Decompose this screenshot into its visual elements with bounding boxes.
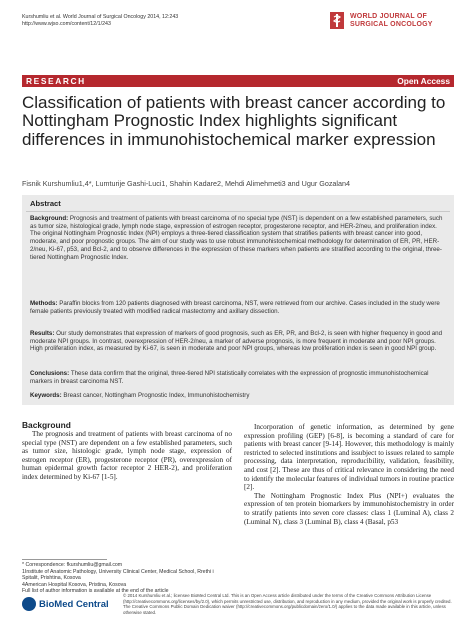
abstract-keywords-label: Keywords:	[30, 392, 62, 399]
abstract-conclusions-label: Conclusions:	[30, 370, 70, 377]
abstract-conclusions	[30, 370, 448, 385]
abstract-conclusions-text: These data confirm that the original, three-tiered NPI statistically correlates with the expression of prognostic immunohistochemical markers in breast carcinoma NST.	[30, 370, 429, 385]
correspondence[interactable]: * Correspondence: fkurshumliu@gmail.com	[22, 562, 123, 568]
author-info-note: Full list of author information is available at the end of the article	[22, 588, 169, 595]
footnotes	[22, 562, 232, 595]
abstract-results-text: Our study demonstrates that expression of markers of good prognosis, such as ER, PR, and Bcl-2, is seen with higher frequency in good and moderate NPI groups. In contrast, overexpression of HER-2/neu, a marker of adverse prognosis, is more frequent in moderate and poor NPI groups. High proliferation index, as measured by Ki-67, is seen in moderate and poor NPI groups, whereas low proliferation index is seen in good NPI group.	[30, 330, 443, 353]
body-left-column	[22, 430, 232, 482]
article-type-label: RESEARCH	[26, 76, 86, 86]
footnote-divider	[22, 559, 107, 560]
abstract-heading: Abstract	[30, 199, 61, 208]
abstract-keywords-text: Breast cancer, Nottingham Prognostic Index, Immunohistochemistry	[63, 392, 250, 399]
author-list: Fisnik Kurshumliu1,4*, Lumturije Gashi-Luci1, Shahin Kadare2, Mehdi Alimehmeti3 and Ugur Gozalan4	[22, 179, 350, 188]
license-text: © 2014 Kurshumliu et al.; licensee BioMed Central Ltd. This is an Open Access article distributed under the terms of the Creative Commons Attribution License (http://creativecommons.org/licenses/by/2.0), which permits unrestricted use, distribution, and reproduction in any medium, provided the original work is properly credited. The Creative Commons Public Domain Dedication waiver (http://creativecommons.org/publicdomain/zero/1.0/) applies to the data made available in this article, unless otherwise stated.	[123, 593, 452, 616]
abstract-results-label: Results:	[30, 330, 55, 337]
publisher-name: BioMed Central	[39, 599, 109, 610]
publisher-logo-icon	[22, 597, 36, 611]
affiliation: 1Institute of Anatomic Pathology, University Clinical Center, Medical School, Rrethi i Spitalit, Prishtina, Kosova	[22, 568, 214, 582]
section-bar	[22, 75, 454, 87]
citation	[22, 14, 178, 28]
abstract-background-label: Background:	[30, 215, 69, 222]
journal-name-line1: WORLD JOURNAL OF	[350, 13, 427, 20]
citation-url[interactable]: http://www.wjso.com/content/12/1/243	[22, 21, 111, 27]
background-heading: Background	[22, 420, 71, 430]
body-right-column	[244, 423, 454, 526]
abstract-background	[30, 215, 448, 261]
affiliation: 4American Hospital Kosova, Pristina, Kosova	[22, 581, 127, 588]
citation-line: Kurshumliu et al. World Journal of Surgical Oncology 2014, 12:243	[22, 14, 179, 20]
journal-name-line2: SURGICAL ONCOLOGY	[350, 21, 433, 28]
journal-logo-icon	[330, 12, 344, 29]
body-paragraph: The Nottingham Prognostic Index Plus (NPI+) evaluates the expression of ten protein biomarkers by immunohistochemistry in order to stratify patients into seven core classes: class 1 (Luminal A), class 2 (Luminal N), class 3 (Luminal B), class 4 (Basal, p53	[244, 491, 454, 526]
abstract-divider	[26, 211, 450, 212]
abstract-keywords	[30, 392, 448, 400]
body-paragraph: Incorporation of genetic information, as determined by gene expression profiling (GEP) [6-8], is becoming a standard of care for patients with breast cancer [9-14]. However, this methodology is mainly restricted to selected institutions and issubject to issues related to sample processing, data interpretation, reproducibility, validation, feasibility, and cost [2]. These are thus of critical relevance in considering the need to identify the molecular features of individual tumors in routine practice [2].	[244, 423, 454, 492]
body-paragraph: The prognosis and treatment of patients with breast carcinoma of no special type (NST) are dependent on a few established parameters, such as tumor size, histologic grade, lymph node stage, expression of estrogen receptor (ER), progesterone receptor (PR), overexpression of human epidermal growth factor receptor 2 HER-2), and proliferation index determined by Ki-67 [1-5].	[22, 430, 232, 481]
publisher-logo	[22, 597, 109, 613]
abstract-background-text: Prognosis and treatment of patients with breast carcinoma of no special type (NST) is dependent on a few established parameters, such as tumor size, histological grade, lymph node stage, expression of estrogen receptor, progesterone receptor, and HER-2/neu, and proliferation index. The original Nottingham Prognostic Index (NPI) employs a three-tiered classification system that stratifies patients with breast cancer into good, moderate, and poor prognostic groups. The aim of our study was to use robust immunohistochemical methodology for determination of ER, PR, HER-2/neu, Ki-67, p53, and Bcl-2, and to observe differences in the expression of these markers when patients are stratified according to the original, three-tiered Nottingham Prognostic Index.	[30, 215, 443, 261]
journal-name	[350, 13, 433, 29]
open-access-label: Open Access	[397, 76, 450, 86]
abstract-methods	[30, 300, 448, 315]
abstract-results	[30, 330, 448, 353]
article-title: Classification of patients with breast cancer according to Nottingham Prognostic Index highlights significant differences in immunohistochemical marker expression	[22, 93, 446, 149]
abstract-methods-text: Paraffin blocks from 120 patients diagnosed with breast carcinoma, NST, were retrieved from our archive. Cases included in the study were female patients previously treated with modified radical mastectomy and axillary dissection.	[30, 300, 440, 315]
abstract-methods-label: Methods:	[30, 300, 58, 307]
